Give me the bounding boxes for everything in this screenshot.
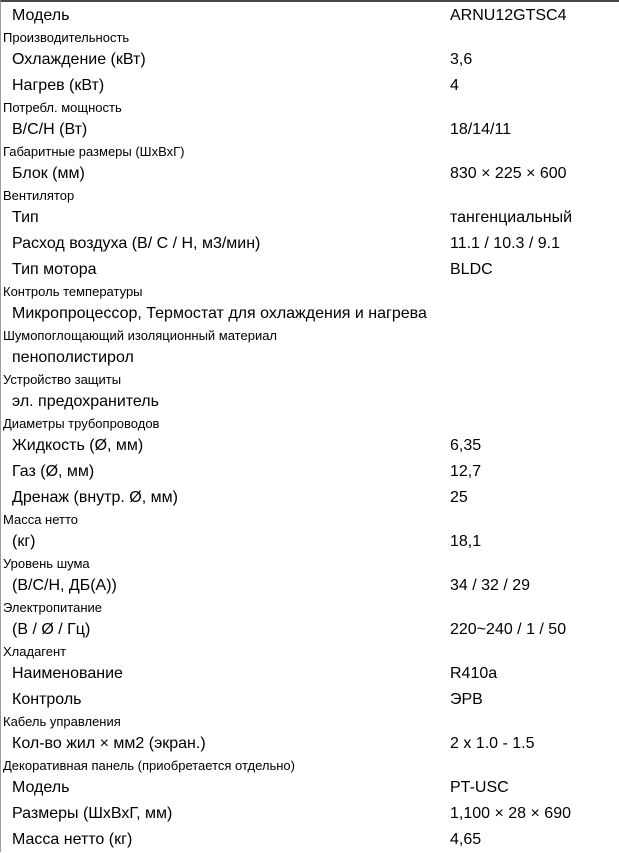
section-header-row [1, 371, 619, 389]
section-header-row [1, 643, 619, 661]
spec-row [1, 775, 619, 801]
spec-row [1, 73, 619, 99]
spec-row [1, 231, 619, 257]
spec-value: 25 [450, 489, 468, 506]
spec-label: Модель [12, 7, 70, 24]
spec-row [1, 459, 619, 485]
section-header-row [1, 283, 619, 301]
spec-row [1, 485, 619, 511]
spec-value: 2 x 1.0 - 1.5 [450, 735, 535, 752]
spec-value: PT-USC [450, 779, 509, 796]
spec-row [1, 801, 619, 827]
section-header-row [1, 511, 619, 529]
spec-row [1, 301, 619, 327]
spec-label: (В/С/Н, ДБ(А)) [12, 577, 117, 594]
section-header-row [1, 713, 619, 731]
spec-row [1, 573, 619, 599]
spec-row [1, 3, 619, 29]
spec-value: 3,6 [450, 51, 473, 68]
spec-row [1, 687, 619, 713]
spec-value: 18,1 [450, 533, 482, 550]
spec-label: эл. предохранитель [12, 393, 159, 410]
section-header-row [1, 187, 619, 205]
spec-label: пенополистирол [12, 349, 134, 366]
spec-row [1, 433, 619, 459]
spec-row [1, 617, 619, 643]
section-header-label: Диаметры трубопроводов [3, 416, 160, 431]
spec-value: 1,100 × 28 × 690 [450, 805, 571, 822]
spec-label: Блок (мм) [12, 165, 85, 182]
spec-row [1, 827, 619, 853]
section-header-label: Уровень шума [3, 556, 90, 571]
section-header-label: Декоративная панель (приобретается отдельно) [3, 758, 295, 773]
spec-label: Микропроцессор, Термостат для охлаждения и нагрева [12, 305, 427, 322]
spec-label: Охлаждение (кВт) [12, 51, 146, 68]
spec-value: 18/14/11 [450, 121, 512, 138]
section-header-row [1, 555, 619, 573]
spec-label: Дренаж (внутр. Ø, мм) [12, 489, 178, 506]
section-header-row [1, 599, 619, 617]
section-header-row [1, 327, 619, 345]
spec-value: 830 × 225 × 600 [450, 165, 567, 182]
spec-label: Расход воздуха (В/ С / Н, м3/мин) [12, 235, 261, 252]
spec-label: Наименование [12, 665, 123, 682]
spec-label: Размеры (ШхВхГ, мм) [12, 805, 173, 822]
section-header-label: Габаритные размеры (ШхВхГ) [3, 144, 185, 159]
spec-label: Газ (Ø, мм) [12, 463, 95, 480]
section-header-label: Масса нетто [3, 512, 79, 527]
section-header-label: Производительность [3, 30, 130, 45]
spec-value: 4 [450, 77, 459, 94]
spec-value: 11.1 / 10.3 / 9.1 [450, 235, 561, 252]
spec-row [1, 117, 619, 143]
spec-row [1, 47, 619, 73]
spec-row [1, 161, 619, 187]
section-header-label: Электропитание [3, 600, 102, 615]
section-header-row [1, 143, 619, 161]
section-header-label: Потребл. мощность [3, 100, 122, 115]
spec-value: 34 / 32 / 29 [450, 577, 531, 594]
spec-label: Масса нетто (кг) [12, 831, 133, 848]
spec-label: Тип мотора [12, 261, 97, 278]
spec-row [1, 731, 619, 757]
section-header-row [1, 29, 619, 47]
spec-label: В/С/Н (Вт) [12, 121, 88, 138]
spec-label: Контроль [12, 691, 82, 708]
spec-value: 4,65 [450, 831, 482, 848]
section-header-label: Контроль температуры [3, 284, 143, 299]
spec-value: 12,7 [450, 463, 482, 480]
spec-row [1, 257, 619, 283]
spec-row [1, 661, 619, 687]
spec-row [1, 345, 619, 371]
spec-value: ARNU12GTSC4 [450, 7, 567, 24]
section-header-label: Шумопоглощающий изоляционный материал [3, 328, 278, 343]
spec-label: Нагрев (кВт) [12, 77, 105, 94]
spec-value: тангенциальный [450, 209, 573, 226]
section-header-label: Вентилятор [3, 188, 75, 203]
spec-label: (кг) [12, 533, 36, 550]
spec-row [1, 389, 619, 415]
spec-value: ЭРВ [450, 691, 483, 708]
spec-label: Жидкость (Ø, мм) [12, 437, 144, 454]
section-header-label: Хладагент [3, 644, 67, 659]
spec-row [1, 205, 619, 231]
section-header-row [1, 99, 619, 117]
spec-label: Модель [12, 779, 70, 796]
spec-row [1, 529, 619, 555]
section-header-row [1, 757, 619, 775]
section-header-label: Устройство защиты [3, 372, 122, 387]
spec-value: 220~240 / 1 / 50 [450, 621, 567, 638]
spec-value: R410a [450, 665, 498, 682]
section-header-row [1, 415, 619, 433]
section-header-label: Кабель управления [3, 714, 121, 729]
spec-label: Кол-во жил × мм2 (экран.) [12, 735, 206, 752]
spec-label: (В / Ø / Гц) [12, 621, 91, 638]
spec-label: Тип [12, 209, 39, 226]
spec-value: 6,35 [450, 437, 482, 454]
spec-value: BLDC [450, 261, 493, 278]
